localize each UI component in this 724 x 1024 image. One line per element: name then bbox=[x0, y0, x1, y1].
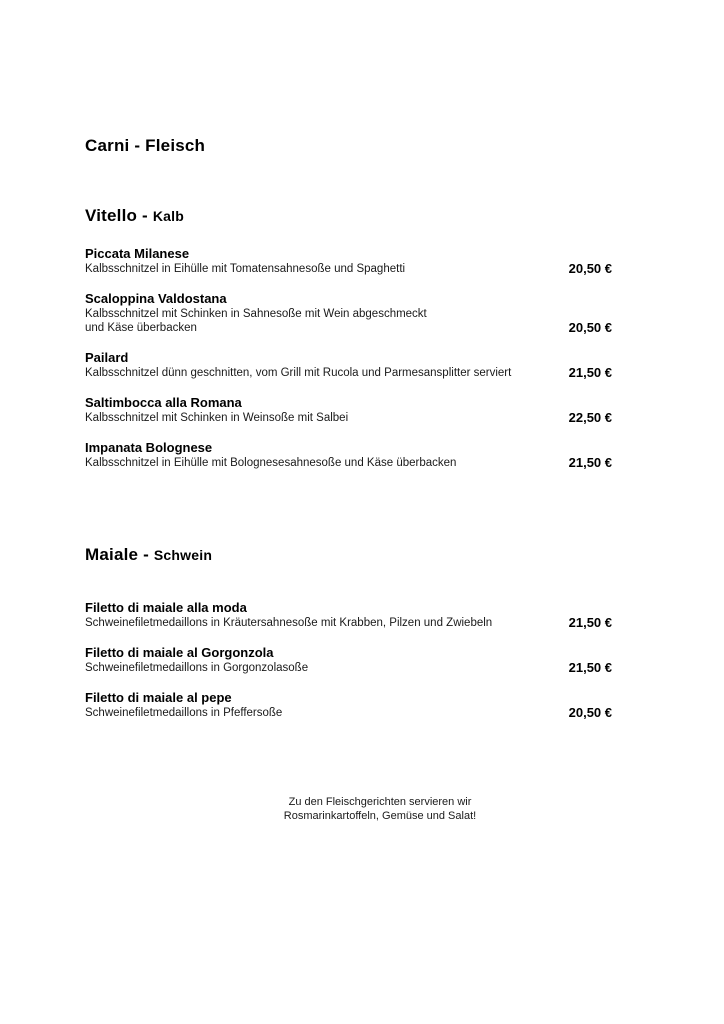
section-title-german: Schwein bbox=[153, 547, 213, 563]
menu-item-text bbox=[85, 440, 549, 470]
footer-line-2: Rosmarinkartoffeln, Gemüse und Salat! bbox=[283, 810, 477, 822]
item-name: Scaloppina Valdostana bbox=[85, 291, 227, 306]
item-name: Impanata Bolognese bbox=[85, 440, 213, 455]
item-price: 20,50 € bbox=[568, 261, 612, 276]
menu-section bbox=[85, 207, 612, 470]
menu-item-text bbox=[85, 690, 549, 720]
item-description-line: Schweinefiletmedaillons in Pfeffersoße bbox=[85, 707, 283, 719]
item-name: Filetto di maiale alla moda bbox=[85, 600, 247, 615]
item-name: Filetto di maiale al Gorgonzola bbox=[85, 645, 274, 660]
menu-item bbox=[85, 350, 612, 380]
menu-item bbox=[85, 440, 612, 470]
item-price: 21,50 € bbox=[568, 365, 612, 380]
section-title-separator: - bbox=[138, 545, 154, 564]
item-description-line: Kalbsschnitzel mit Schinken in Sahnesoße mit Wein abgeschmeckt bbox=[85, 308, 427, 320]
item-description bbox=[85, 706, 549, 720]
section-title-separator: - bbox=[137, 206, 153, 225]
item-description bbox=[85, 307, 549, 335]
section-items bbox=[85, 600, 612, 720]
item-description-line: Kalbsschnitzel in Eihülle mit Bolognesesahnesoße und Käse überbacken bbox=[85, 457, 457, 469]
menu-item-text bbox=[85, 395, 549, 425]
section-title-italian: Vitello bbox=[85, 206, 138, 225]
menu-item bbox=[85, 690, 612, 720]
item-price: 21,50 € bbox=[568, 660, 612, 675]
item-description-line: Kalbsschnitzel mit Schinken in Weinsoße mit Salbei bbox=[85, 412, 349, 424]
menu-item-text bbox=[85, 291, 549, 335]
item-price: 21,50 € bbox=[568, 615, 612, 630]
page-title: Carni - Fleisch bbox=[85, 136, 206, 155]
section-title-german: Kalb bbox=[152, 208, 184, 224]
item-name: Saltimbocca alla Romana bbox=[85, 395, 242, 410]
item-name: Pailard bbox=[85, 350, 129, 365]
section-title bbox=[85, 207, 612, 225]
item-description-line: Schweinefiletmedaillons in Gorgonzolasoße bbox=[85, 662, 309, 674]
item-description bbox=[85, 661, 549, 675]
item-name: Piccata Milanese bbox=[85, 246, 190, 261]
menu-item bbox=[85, 645, 612, 675]
menu-item bbox=[85, 246, 612, 276]
item-price: 20,50 € bbox=[568, 705, 612, 720]
item-description bbox=[85, 616, 549, 630]
item-price: 22,50 € bbox=[568, 410, 612, 425]
item-description bbox=[85, 262, 549, 276]
menu-content bbox=[85, 137, 612, 735]
item-description bbox=[85, 456, 549, 470]
item-description-line: und Käse überbacken bbox=[85, 322, 197, 334]
menu-sections bbox=[85, 207, 612, 720]
item-price: 21,50 € bbox=[568, 455, 612, 470]
menu-item-text bbox=[85, 246, 549, 276]
menu-item bbox=[85, 291, 612, 335]
item-description bbox=[85, 366, 549, 380]
section-title-italian: Maiale bbox=[85, 545, 139, 564]
section-title bbox=[85, 546, 612, 564]
footer-line-1: Zu den Fleischgerichten servieren wir bbox=[288, 796, 472, 808]
menu-item bbox=[85, 395, 612, 425]
menu-item-text bbox=[85, 600, 549, 630]
menu-section bbox=[85, 546, 612, 720]
item-description-line: Kalbsschnitzel in Eihülle mit Tomatensahnesoße und Spaghetti bbox=[85, 263, 406, 275]
footer-note bbox=[36, 795, 724, 823]
menu-item bbox=[85, 600, 612, 630]
item-description-line: Schweinefiletmedaillons in Kräutersahnesoße mit Krabben, Pilzen und Zwiebeln bbox=[85, 617, 493, 629]
item-price: 20,50 € bbox=[568, 320, 612, 335]
menu-item-text bbox=[85, 645, 549, 675]
menu-item-text bbox=[85, 350, 549, 380]
item-description-line: Kalbsschnitzel dünn geschnitten, vom Grill mit Rucola und Parmesansplitter serviert bbox=[85, 367, 512, 379]
section-items bbox=[85, 246, 612, 470]
item-name: Filetto di maiale al pepe bbox=[85, 690, 232, 705]
item-description bbox=[85, 411, 549, 425]
